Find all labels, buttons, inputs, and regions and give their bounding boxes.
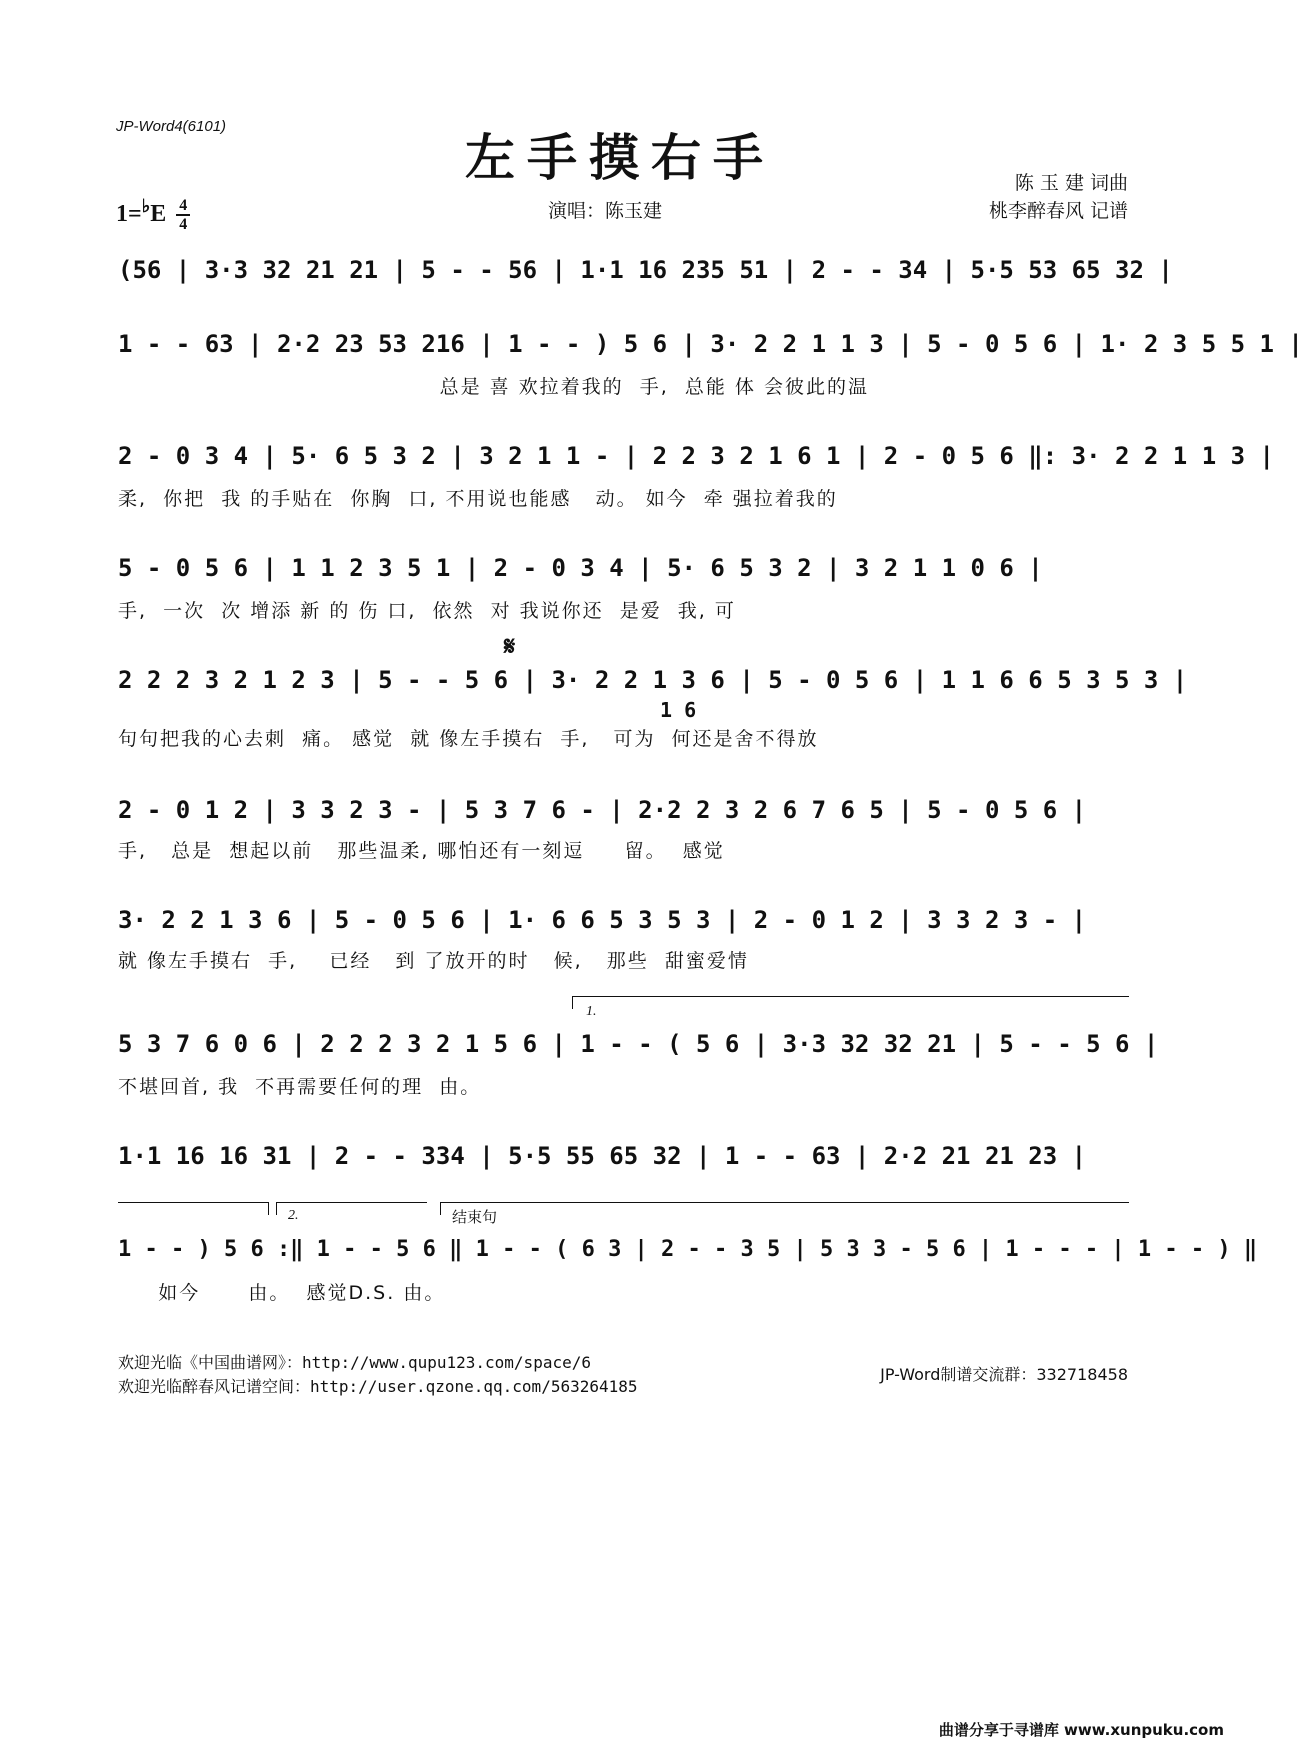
software-version: JP-Word4(6101): [116, 118, 227, 135]
transcriber: 桃李醉春风 记谱: [988, 200, 1128, 222]
score-line-10: 1 - - ) 5 6 :‖ 1 - - 5 6 ‖ 1 - - ( 6 3 | 2 - - 3 5 | 5 3 3 - 5 6 | 1 - - - | 1 - - ) ‖: [118, 1237, 1258, 1262]
watermark: 曲谱分享于寻谱库 www.xunpuku.com: [938, 1721, 1224, 1739]
key-signature: [116, 196, 190, 232]
score-line-3: 2 - 0 3 4 | 5· 6 5 3 2 | 3 2 1 1 - | 2 2 3 2 1 6 1 | 2 - 0 5 6 ‖: 3· 2 2 1 1 3 |: [118, 442, 1274, 470]
flat-icon: ♭: [141, 196, 151, 216]
segno-icon: 𝄋: [504, 632, 516, 662]
time-signature: [176, 198, 190, 232]
alt-notes: 1 6: [660, 698, 697, 722]
lyric-line-4: 手, 一次 次 增添 新 的 伤 口, 依然 对 我说你还 是爱 我, 可: [118, 600, 736, 622]
lyric-line-7: 就 像左手摸右 手, 已经 到 了放开的时 候, 那些 甜蜜爱情: [118, 950, 749, 972]
lyric-line-10: 如今 由。 感觉D.S. 由。: [118, 1282, 446, 1304]
second-ending-bracket: [276, 1202, 427, 1215]
score-line-4: 5 - 0 5 6 | 1 1 2 3 5 1 | 2 - 0 3 4 | 5· 6 5 3 2 | 3 2 1 1 0 6 |: [118, 554, 1043, 582]
first-ending-bracket: [572, 996, 1129, 1009]
score-line-5: 2 2 2 3 2 1 2 3 | 5 - - 5 6 | 3· 2 2 1 3 6 | 5 - 0 5 6 | 1 1 6 6 5 3 5 3 |: [118, 666, 1188, 694]
score-line-1: (56 | 3·3 32 21 21 | 5 - - 56 | 1·1 16 235 51 | 2 - - 34 | 5·5 53 65 32 |: [118, 256, 1173, 284]
footer-site-link[interactable]: 欢迎光临《中国曲谱网》：http://www.qupu123.com/space/6: [118, 1353, 591, 1372]
key-prefix: 1=: [116, 201, 142, 227]
coda-label: 结束句: [452, 1208, 498, 1226]
score-line-8: 5 3 7 6 0 6 | 2 2 2 3 2 1 5 6 | 1 - - ( 5 6 | 3·3 32 32 21 | 5 - - 5 6 |: [118, 1030, 1159, 1058]
lyric-line-6: 手, 总是 想起以前 那些温柔, 哪怕还有一刻逗 留。 感觉: [118, 840, 725, 862]
song-title: 左手摸右手: [465, 128, 775, 187]
lyric-line-8: 不堪回首, 我 不再需要任何的理 由。: [118, 1076, 482, 1098]
score-line-6: 2 - 0 1 2 | 3 3 2 3 - | 5 3 7 6 - | 2·2 2 3 2 6 7 6 5 | 5 - 0 5 6 |: [118, 796, 1087, 824]
score-line-2: 1 - - 63 | 2·2 23 53 216 | 1 - - ) 5 6 | 3· 2 2 1 1 3 | 5 - 0 5 6 | 1· 2 3 5 5 1 |: [118, 330, 1303, 358]
lyric-line-3: 柔, 你把 我 的手贴在 你胸 口, 不用说也能感 动。 如今 牵 强拉着我的: [118, 488, 838, 510]
key-letter: E: [150, 201, 167, 227]
first-ending-bracket-end: [118, 1202, 269, 1215]
coda-bracket: [440, 1202, 1129, 1215]
lyric-line-5: 句句把我的心去刺 痛。 感觉 就 像左手摸右 手, 可为 何还是舍不得放: [118, 728, 819, 750]
time-bottom: 4: [179, 216, 188, 234]
lyricist-composer: 陈 玉 建 词曲: [1014, 172, 1128, 194]
second-ending-label: 2.: [288, 1208, 299, 1223]
first-ending-label: 1.: [586, 1004, 597, 1019]
score-line-9: 1·1 16 16 31 | 2 - - 334 | 5·5 55 65 32 | 1 - - 63 | 2·2 21 21 23 |: [118, 1142, 1087, 1170]
lyric-line-2: 总是 喜 欢拉着我的 手, 总能 体 会彼此的温: [118, 376, 869, 398]
footer-group: JP-Word制谱交流群：332718458: [880, 1365, 1128, 1384]
time-top: 4: [179, 197, 188, 215]
footer-space-link[interactable]: 欢迎光临醉春风记谱空间：http://user.qzone.qq.com/563264185: [118, 1377, 638, 1396]
singer: 演唱：陈玉建: [548, 200, 663, 222]
score-line-7: 3· 2 2 1 3 6 | 5 - 0 5 6 | 1· 6 6 5 3 5 3 | 2 - 0 1 2 | 3 3 2 3 - |: [118, 906, 1087, 934]
